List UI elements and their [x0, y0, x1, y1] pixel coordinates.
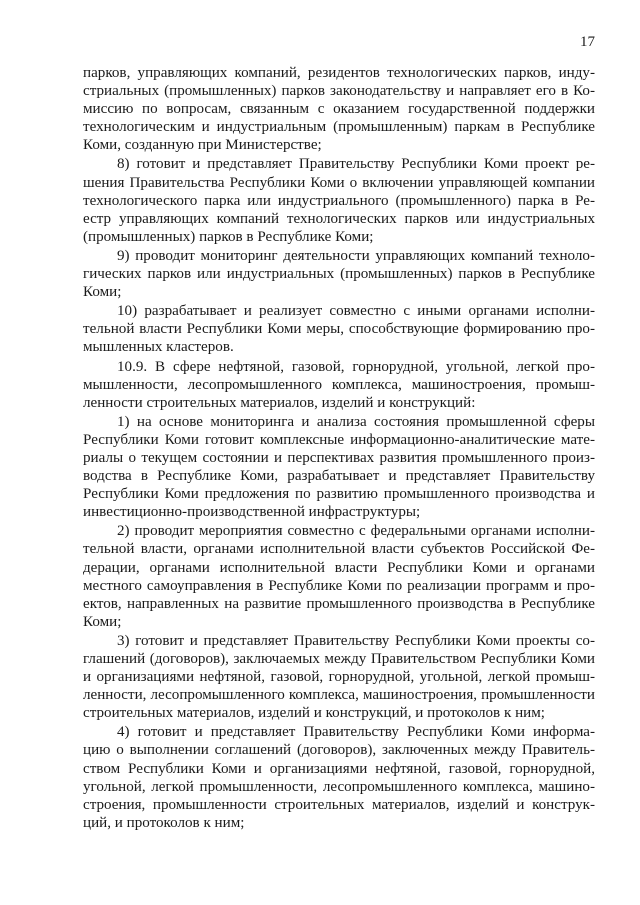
paragraph-item-4	[83, 723, 595, 832]
text-line: (промышленных) парков в Республике Коми;	[83, 228, 374, 245]
text-line: Республики Коми готовит комплексные информационно-аналитические мате-	[83, 431, 595, 448]
text-line: местного самоуправления в Республике Коми по реализации программ и про-	[83, 577, 595, 594]
text-line: шения Правительства Республики Коми о включении управляющей компании	[83, 174, 595, 191]
text-line: 3) готовит и представляет Правительству Республики Коми проекты со-	[117, 632, 595, 649]
text-line: водства в Республике Коми, разрабатывает и представляет Правительству	[83, 468, 595, 485]
text-line: строения, промышленности строительных материалов, изделий и конструк-	[83, 796, 595, 813]
paragraph-item-2	[83, 522, 595, 631]
text-line: тельной власти Республики Коми меры, способствующие формированию про-	[83, 321, 595, 338]
paragraph-item-3	[83, 632, 595, 722]
text-line: строительных материалов, изделий и конструкций, и протоколов к ним;	[83, 705, 545, 722]
text-line: Коми;	[83, 613, 122, 630]
paragraph-item-10	[83, 302, 595, 356]
text-line: дерации, органами исполнительной власти Республики Коми и органами	[83, 559, 595, 576]
text-line: ций, и протоколов к ним;	[83, 814, 245, 831]
text-line: 1) на основе мониторинга и анализа состояния промышленной сферы	[117, 413, 595, 430]
paragraph-item-1	[83, 413, 595, 522]
text-line: ленности строительных материалов, изделий и конструкций:	[83, 394, 476, 411]
text-line: мышленности, лесопромышленного комплекса, машиностроения, промыш-	[83, 376, 595, 393]
text-line: риалы о текущем состоянии и перспективах развития промышленного произ-	[83, 449, 595, 466]
text-line: технологического парка или индустриального (промышленного) парка в Ре-	[83, 192, 595, 209]
text-line: 9) проводит мониторинг деятельности управляющих компаний техноло-	[117, 247, 595, 264]
text-line: 8) готовит и представляет Правительству Республики Коми проект ре-	[117, 156, 595, 173]
text-line: 2) проводит мероприятия совместно с федеральными органами исполни-	[117, 523, 595, 540]
text-line: цию о выполнении соглашений (договоров), заключенных между Правитель-	[83, 742, 595, 759]
paragraph-continuation	[83, 64, 595, 154]
paragraph-item-9	[83, 247, 595, 301]
text-line: технологическим и индустриальным (промышленным) паркам в Республике	[83, 119, 595, 136]
text-line: 10.9. В сфере нефтяной, газовой, горнорудной, угольной, легкой про-	[117, 358, 595, 375]
text-line: ленности, лесопромышленного комплекса, машиностроения, промышленности	[83, 687, 595, 704]
text-line: стриальных (промышленных) парков законодательству и направляет его в Ко-	[83, 83, 595, 100]
text-line: ством Республики Коми и организациями нефтяной, газовой, горнорудной,	[83, 760, 595, 777]
text-line: тельной власти, органами исполнительной власти субъектов Российской Фе-	[83, 541, 595, 558]
text-line: мышленных кластеров.	[83, 339, 234, 356]
text-line: естр управляющих компаний технологических парков или индустриальных	[83, 210, 595, 227]
text-line: угольной, легкой промышленности, лесопромышленного комплекса, машино-	[83, 778, 595, 795]
text-line: Коми, созданную при Министерстве;	[83, 137, 322, 154]
text-line: парков, управляющих компаний, резидентов технологических парков, инду-	[83, 65, 595, 81]
text-line: 4) готовит и представляет Правительству Республики Коми информа-	[117, 724, 595, 741]
text-line: гических парков или индустриальных (промышленных) парков в Республике	[83, 266, 595, 283]
text-line: глашений (договоров), заключаемых между Правительством Республики Коми	[83, 651, 595, 667]
paragraph-item-8	[83, 155, 595, 245]
page-number: 17	[580, 34, 595, 50]
text-line: 10) разрабатывает и реализует совместно с иными органами исполни-	[117, 303, 595, 320]
text-line: миссию по вопросам, связанным с оказанием государственной поддержки	[83, 101, 595, 118]
text-line: ектов, направленных на развитие промышленного производства в Республике	[83, 595, 595, 612]
paragraph-section-10-9	[83, 358, 595, 412]
text-line: и организациями нефтяной, газовой, горнорудной, угольной, легкой промыш-	[83, 669, 595, 686]
text-line: Коми;	[83, 284, 122, 301]
document-body	[83, 64, 595, 833]
text-line: Республики Коми предложения по развитию промышленного производства и	[83, 486, 595, 503]
text-line: инвестиционно-производственной инфраструктуры;	[83, 504, 421, 521]
